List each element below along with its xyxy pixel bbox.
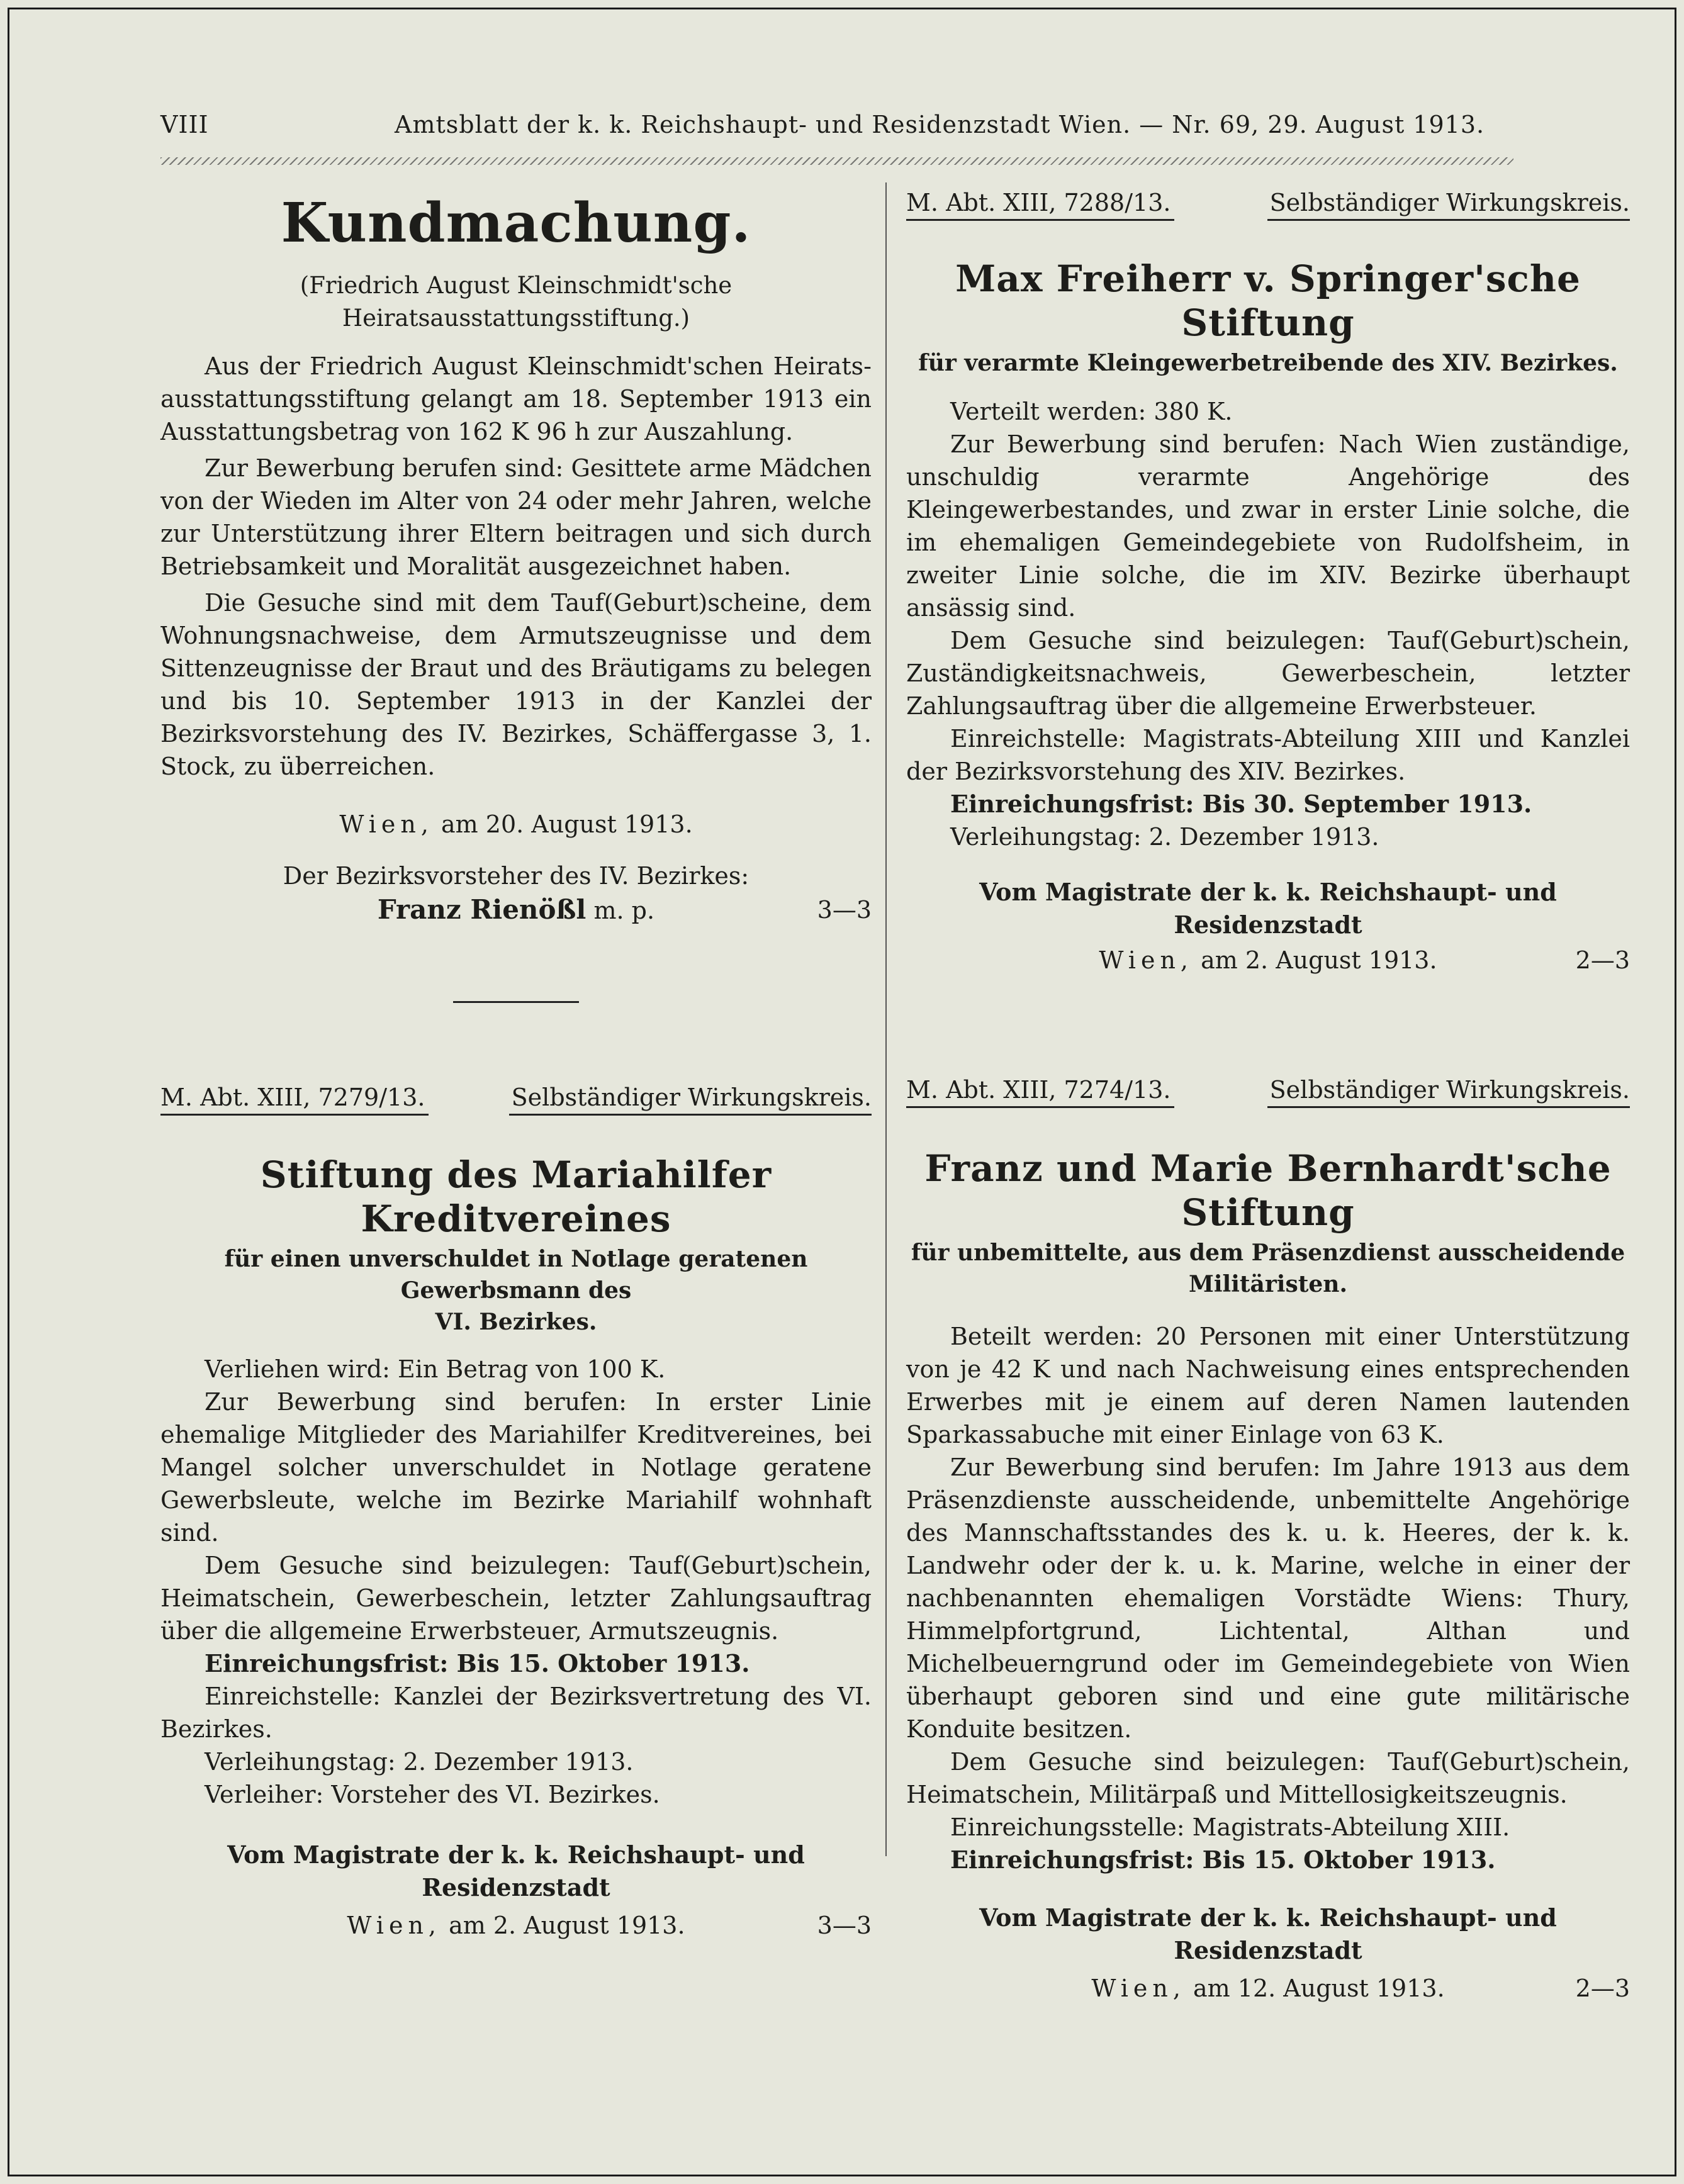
issue-fraction: 3—3 — [817, 1912, 872, 1939]
paragraph: Zur Bewerbung sind berufen: In erster Linie ehemalige Mitglieder des Mariahilfer Kreditvereines, bei Mangel solcher unverschuldet in Notlage geratene Gewerbsleute, welche im Bezirke Mariahilf wohnhaft sind. — [160, 1388, 872, 1547]
notice-bernhardt — [906, 1073, 1630, 2005]
foundation-title: Max Freiherr v. Springer'sche Stiftung — [955, 257, 1581, 344]
jurisdiction: Selbständiger Wirkungskreis. — [1267, 1073, 1630, 1108]
paragraph: Zur Bewerbung berufen sind: Gesittete arme Mädchen von der Wieden im Alter von 24 oder mehr Jahren, welche zur Unterstützung ihrer Eltern beitragen und sich durch Betriebsamkeit und Moralität ausgezeichnet haben. — [160, 454, 872, 580]
issue-fraction: 3—3 — [817, 896, 872, 924]
paragraph: Einreichungsfrist: Bis 15. Oktober 1913. — [205, 1649, 750, 1677]
date: am 2. August 1913. — [449, 1912, 685, 1939]
gazette-title: Amtsblatt der k. k. Reichshaupt- und Residenzstadt Wien. — Nr. 69, 29. August 1913. — [395, 111, 1485, 138]
date: am 20. August 1913. — [441, 810, 693, 838]
foundation-subtitle: für unbemittelte, aus dem Präsenzdienst ausscheidende Militäristen. — [911, 1240, 1625, 1297]
authority: Vom Magistrate der k. k. Reichshaupt- und Residenzstadt — [979, 1903, 1557, 1964]
reference-line — [160, 1081, 872, 1116]
reference-line — [906, 186, 1630, 221]
paragraph: Einreichungsfrist: Bis 30. September 1913. — [950, 790, 1532, 818]
place-date — [906, 944, 1630, 977]
foundation-subtitle: für verarmte Kleingewerbetreibende des XIV. Bezirkes. — [918, 350, 1618, 376]
paragraph: Beteilt werden: 20 Personen mit einer Unterstützung von je 42 K und nach Nachweisung eines entsprechenden Erwerbes mit je einem auf deren Namen lautenden Sparkassabuche mit einer Einlage von 63 K. — [906, 1323, 1630, 1448]
jurisdiction: Selbständiger Wirkungskreis. — [509, 1081, 872, 1116]
place-date — [160, 808, 872, 841]
file-reference: M. Abt. XIII, 7279/13. — [160, 1081, 429, 1116]
place: Wien, — [347, 1912, 442, 1939]
section-rule — [453, 1001, 579, 1003]
paragraph: Einreichungsfrist: Bis 15. Oktober 1913. — [950, 1845, 1496, 1874]
paragraph: Zur Bewerbung sind berufen: Nach Wien zuständige, unschuldig verarmte Angehörige des Kleingewerbestandes, und zwar in erster Linie solche, die im ehemaligen Gemeindegebiete von Rudolfsheim, in zweiter Linie solche, die im XIV. Bezirke überhaupt ansässig sind. — [906, 430, 1630, 622]
file-reference: M. Abt. XIII, 7274/13. — [906, 1073, 1174, 1108]
issue-fraction: 2—3 — [1575, 946, 1630, 974]
paragraph: Verteilt werden: 380 K. — [950, 398, 1233, 425]
authority: Vom Magistrate der k. k. Reichshaupt- und Residenzstadt — [227, 1840, 805, 1901]
paragraph: Zur Bewerbung sind berufen: Im Jahre 1913 aus dem Präsenzdienste ausscheidende, unbemittelte Angehörige des Mannschaftsstandes des k. u. k. Heeres, der k. k. Landwehr oder der k. u. k. Marine, welche in einer der nachbenannten ehemaligen Vorstädte Wiens: Thury, Himmelpfortgrund, Lichtental, Althan und Michelbeuerngrund oder im Gemeindegebiete von Wien überhaupt geboren sind und eine gute militärische Konduite besitzen. — [906, 1453, 1630, 1743]
page-number: VIII — [160, 111, 209, 138]
place: Wien, — [1091, 1974, 1186, 2002]
paragraph: Verliehen wird: Ein Betrag von 100 K. — [205, 1355, 666, 1383]
paragraph: Verleihungstag: 2. Dezember 1913. — [950, 823, 1379, 851]
signer-role: Der Bezirksvorsteher des IV. Bezirkes: — [283, 862, 749, 890]
notice-title: Kundmachung. — [281, 191, 751, 255]
place-date — [906, 1972, 1630, 2005]
signature-line — [160, 893, 872, 927]
foundation-subtitle: für einen unverschuldet in Notlage geratenen Gewerbsmann des — [224, 1246, 808, 1304]
paragraph: Dem Gesuche sind beizulegen: Tauf(Geburt)schein, Heimatschein, Militärpaß und Mittellosigkeitszeugnis. — [906, 1748, 1630, 1808]
signer-mp: m. p. — [593, 897, 655, 924]
notice-springer — [906, 186, 1630, 977]
reference-line — [906, 1073, 1630, 1109]
file-reference: M. Abt. XIII, 7288/13. — [906, 186, 1174, 221]
foundation-title: Franz und Marie Bernhardt'sche Stiftung — [924, 1147, 1612, 1234]
column-divider — [885, 182, 887, 1856]
paragraph: Aus der Friedrich August Kleinschmidt'schen Heiratsausstattungsstiftung gelangt am 18. September 1913 ein Ausstattungsbetrag von 162 K 96 h zur Auszahlung. — [160, 352, 872, 445]
place: Wien, — [339, 810, 434, 838]
paragraph: Verleihungstag: 2. Dezember 1913. — [205, 1748, 634, 1776]
paragraph: Einreichungsstelle: Magistrats-Abteilung XIII. — [950, 1813, 1510, 1841]
signer-name: Franz Rienößl — [377, 894, 587, 925]
paragraph: Einreichstelle: Magistrats-Abteilung XIII und Kanzlei der Bezirksvorstehung des XIV. Bezirkes. — [906, 725, 1630, 785]
notice-kleinschmidt — [160, 189, 872, 1003]
paragraph: Dem Gesuche sind beizulegen: Tauf(Geburt)schein, Heimatschein, Gewerbeschein, letzter Zahlungsauftrag über die allgemeine Erwerbsteuer, Armutszeugnis. — [160, 1552, 872, 1645]
notice-subtitle: (Friedrich August Kleinschmidt'sche Heiratsausstattungsstiftung.) — [300, 272, 733, 332]
authority: Vom Magistrate der k. k. Reichshaupt- und Residenzstadt — [979, 878, 1557, 939]
paragraph: Verleiher: Vorsteher des VI. Bezirkes. — [205, 1781, 660, 1808]
date: am 12. August 1913. — [1193, 1974, 1445, 2002]
foundation-subtitle: VI. Bezirkes. — [435, 1309, 597, 1335]
notice-mariahilf — [160, 1081, 872, 1942]
foundation-title: Stiftung des Mariahilfer Kreditvereines — [260, 1153, 772, 1240]
date: am 2. August 1913. — [1201, 946, 1437, 974]
jurisdiction: Selbständiger Wirkungskreis. — [1267, 186, 1630, 221]
place-date — [160, 1909, 872, 1942]
issue-fraction: 2—3 — [1575, 1974, 1630, 2002]
paragraph: Einreichstelle: Kanzlei der Bezirksvertretung des VI. Bezirkes. — [160, 1683, 872, 1743]
paragraph: Die Gesuche sind mit dem Tauf(Geburt)scheine, dem Wohnungsnachweise, dem Armutszeugnisse und dem Sittenzeugnisse der Braut und des Bräutigams zu belegen und bis 10. September 1913 in der Kanzlei der Bezirksvorstehung des IV. Bezirkes, Schäffergasse 3, 1. Stock, zu überreichen. — [160, 589, 872, 780]
paragraph: Dem Gesuche sind beizulegen: Tauf(Geburt)schein, Zuständigkeitsnachweis, Gewerbeschein, letzter Zahlungsauftrag über die allgemeine Erwerbsteuer. — [906, 627, 1630, 720]
place: Wien, — [1099, 946, 1194, 974]
running-head — [160, 102, 1513, 146]
header-rule — [160, 157, 1513, 165]
